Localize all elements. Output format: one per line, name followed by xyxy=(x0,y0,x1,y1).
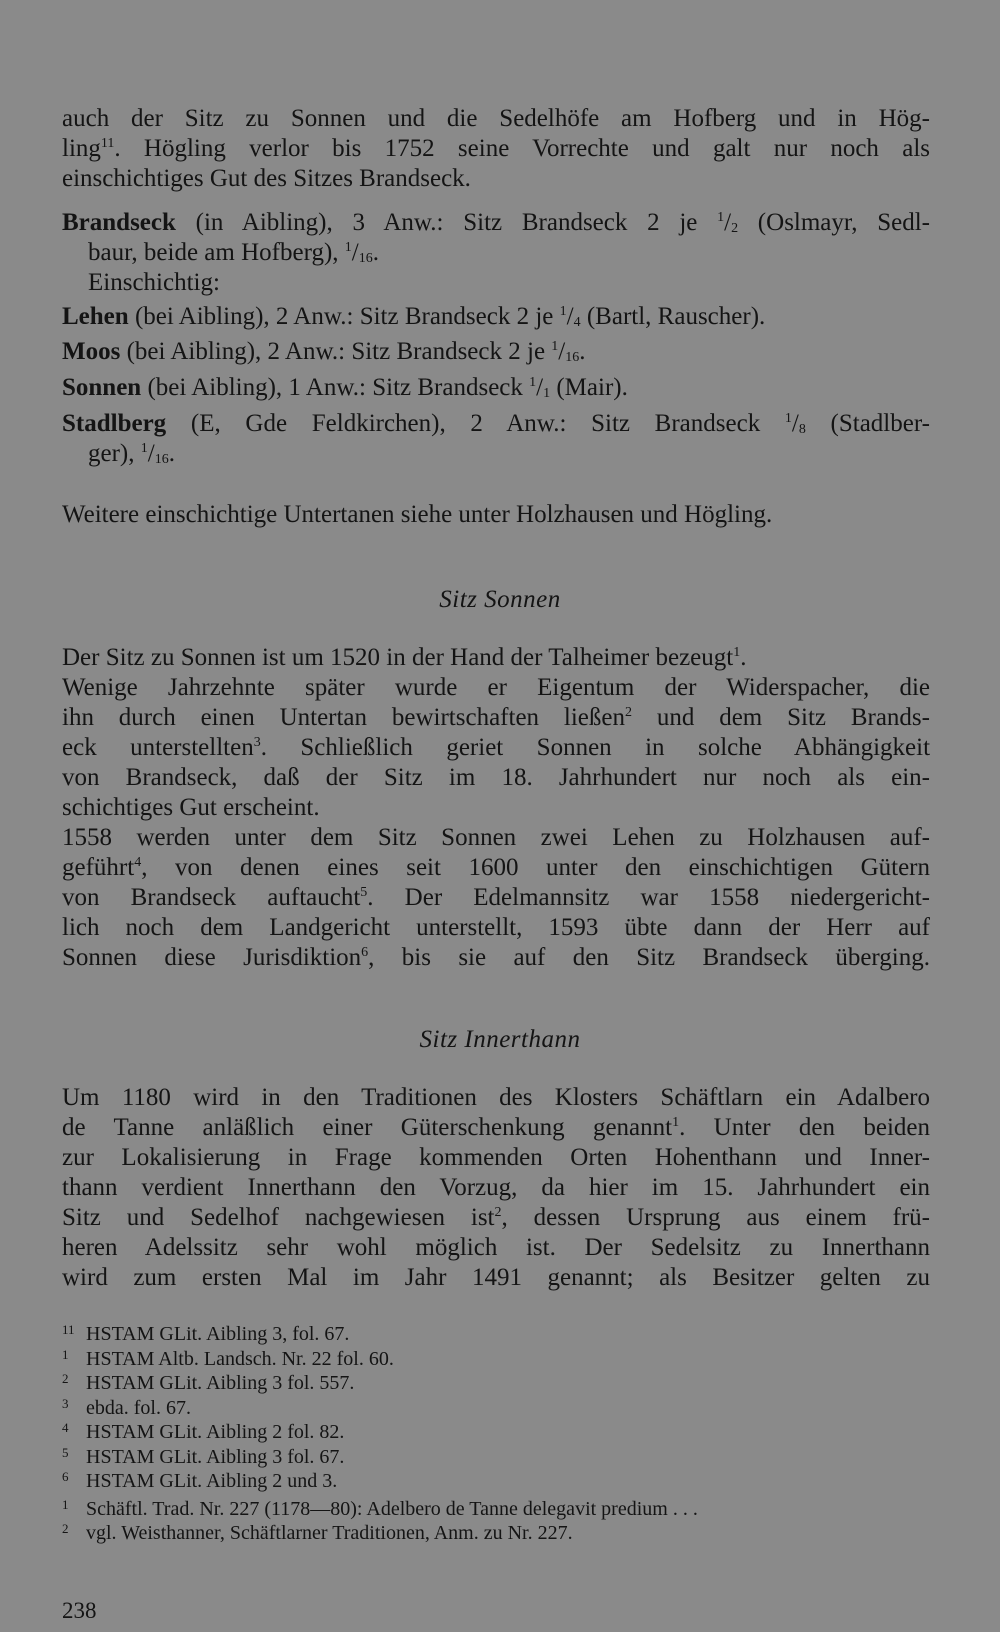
text-line: baur, beide am Hofberg), $^1/_{16}$. xyxy=(88,239,379,266)
footnote: 5 HSTAM GLit. Aibling 3 fol. 67. xyxy=(62,1444,345,1468)
footnote: 11 HSTAM GLit. Aibling 3, fol. 67. xyxy=(62,1322,350,1345)
text-line: wird zum ersten Mal im Jahr 1491 genannt; als Besitzer gelten zu xyxy=(62,1264,930,1291)
footnote-ref: 6 xyxy=(361,945,369,960)
footnote: 2 vgl. Weisthanner, Schäftlarner Traditionen, Anm. zu Nr. 227. xyxy=(62,1521,573,1544)
text-line: Sonnen (bei Aibling), 1 Anw.: Sitz Brandseck $^1/_1$ (Mair). xyxy=(62,374,628,401)
footnote-ref: 11 xyxy=(100,136,115,151)
text-line: Moos (bei Aibling), 2 Anw.: Sitz Brandseck 2 je $^1/_{16}$. xyxy=(62,338,586,365)
text-line: Der Sitz zu Sonnen ist um 1520 in der Hand der Talheimer bezeugt$^1$. xyxy=(62,644,747,671)
footnote-ref: 1 xyxy=(733,645,741,660)
place-name: Brandseck xyxy=(62,209,176,236)
place-name: Stadlberg xyxy=(62,410,167,437)
text-line: ger), $^1/_{16}$. xyxy=(88,440,175,467)
text-line: Sitz und Sedelhof nachgewiesen ist$^2$, dessen Ursprung aus einem frü- xyxy=(62,1204,931,1231)
text-line: zur Lokalisierung in Frage kommenden Orten Hohenthann und Inner- xyxy=(62,1144,930,1171)
section-innerthann-body xyxy=(62,1083,930,1293)
text-line: Sonnen diese Jurisdiktion$^6$, bis sie auf den Sitz Brandseck überging. xyxy=(62,944,930,971)
page-number: 238 xyxy=(62,1598,97,1623)
text-line: einschichtiges Gut des Sitzes Brandseck. xyxy=(62,165,471,192)
text-line: schichtiges Gut erscheint. xyxy=(62,794,320,821)
entry-moos xyxy=(62,337,930,367)
footnote: 3 ebda. fol. 67. xyxy=(62,1395,191,1419)
footnote-ref: 5 xyxy=(360,885,368,900)
text-line: lich noch dem Landgericht unterstellt, 1593 übte dann der Herr auf xyxy=(62,914,930,941)
entry-stadlberg xyxy=(62,409,930,469)
section-sonnen-body xyxy=(62,643,930,973)
text-line: von Brandseck auftaucht$^5$. Der Edelmannsitz war 1558 niedergericht- xyxy=(62,884,930,911)
text-line: Weitere einschichtige Untertanen siehe unter Holzhausen und Högling. xyxy=(62,501,773,528)
place-name: Lehen xyxy=(62,303,129,330)
text-line: von Brandseck, daß der Sitz im 18. Jahrhundert nur noch als ein- xyxy=(62,764,930,791)
entry-weitere xyxy=(62,500,930,530)
footnote-ref: 2 xyxy=(494,1205,502,1220)
entry-lehen xyxy=(62,302,930,332)
footnote: 6 HSTAM GLit. Aibling 2 und 3. xyxy=(62,1469,338,1492)
entry-sonnen xyxy=(62,373,930,403)
text-line: Brandseck (in Aibling), 3 Anw.: Sitz Brandseck 2 je $^1/_2$ (Oslmayr, Sedl- xyxy=(62,209,930,236)
footnote-ref: 3 xyxy=(253,735,261,750)
text-line: Wenige Jahrzehnte später wurde er Eigentum der Widerspacher, die xyxy=(62,674,930,701)
footnote-ref: 4 xyxy=(134,855,142,870)
text-line: auch der Sitz zu Sonnen und die Sedelhöfe am Hofberg und in Hög- xyxy=(62,105,930,132)
footnote: 1 HSTAM Altb. Landsch. Nr. 22 fol. 60. xyxy=(62,1346,394,1370)
text-line: geführt$^4$, von denen eines seit 1600 unter den einschichtigen Gütern xyxy=(62,854,930,881)
footnotes xyxy=(62,1322,930,1546)
footnote: 1 Schäftl. Trad. Nr. 227 (1178—80): Adelbero de Tanne delegavit predium . . . xyxy=(62,1496,698,1520)
text-line: ihn durch einen Untertan bewirtschaften ließen$^2$ und dem Sitz Brands- xyxy=(62,704,930,731)
footnote: 2 HSTAM GLit. Aibling 3 fol. 557. xyxy=(62,1371,355,1394)
subheading-einschichtig: Einschichtig: xyxy=(88,269,220,296)
entry-brandseck xyxy=(62,208,930,298)
place-name: Sonnen xyxy=(62,374,142,401)
place-name: Moos xyxy=(62,338,121,365)
text-line: de Tanne anläßlich einer Güterschenkung genannt$^1$. Unter den beiden xyxy=(62,1114,930,1141)
text-line: heren Adelssitz sehr wohl möglich ist. Der Sedelsitz zu Innerthann xyxy=(62,1234,930,1261)
text-line: 1558 werden unter dem Sitz Sonnen zwei Lehen zu Holzhausen auf- xyxy=(62,824,930,851)
opening-paragraph xyxy=(62,104,930,194)
text-line: eck unterstellten$^3$. Schließlich geriet Sonnen in solche Abhängigkeit xyxy=(62,734,931,761)
footnote-ref: 2 xyxy=(624,705,632,720)
footnote-ref: 1 xyxy=(672,1115,680,1130)
text-line: Um 1180 wird in den Traditionen des Klosters Schäftlarn ein Adalbero xyxy=(62,1084,930,1111)
text-line: ling$^{11}$. Högling verlor bis 1752 seine Vorrechte und galt nur noch als xyxy=(62,135,930,162)
section-heading-sonnen: Sitz Sonnen xyxy=(439,586,561,613)
footnote: 4 HSTAM GLit. Aibling 2 fol. 82. xyxy=(62,1420,345,1443)
text-line: thann verdient Innerthann den Vorzug, da hier im 15. Jahrhundert ein xyxy=(62,1174,930,1201)
section-heading-innerthann: Sitz Innerthann xyxy=(419,1026,581,1053)
text-line: Stadlberg (E, Gde Feldkirchen), 2 Anw.: Sitz Brandseck $^1/_8$ (Stadlber- xyxy=(62,410,930,437)
text-line: Lehen (bei Aibling), 2 Anw.: Sitz Brandseck 2 je $^1/_4$ (Bartl, Rauscher). xyxy=(62,303,766,330)
